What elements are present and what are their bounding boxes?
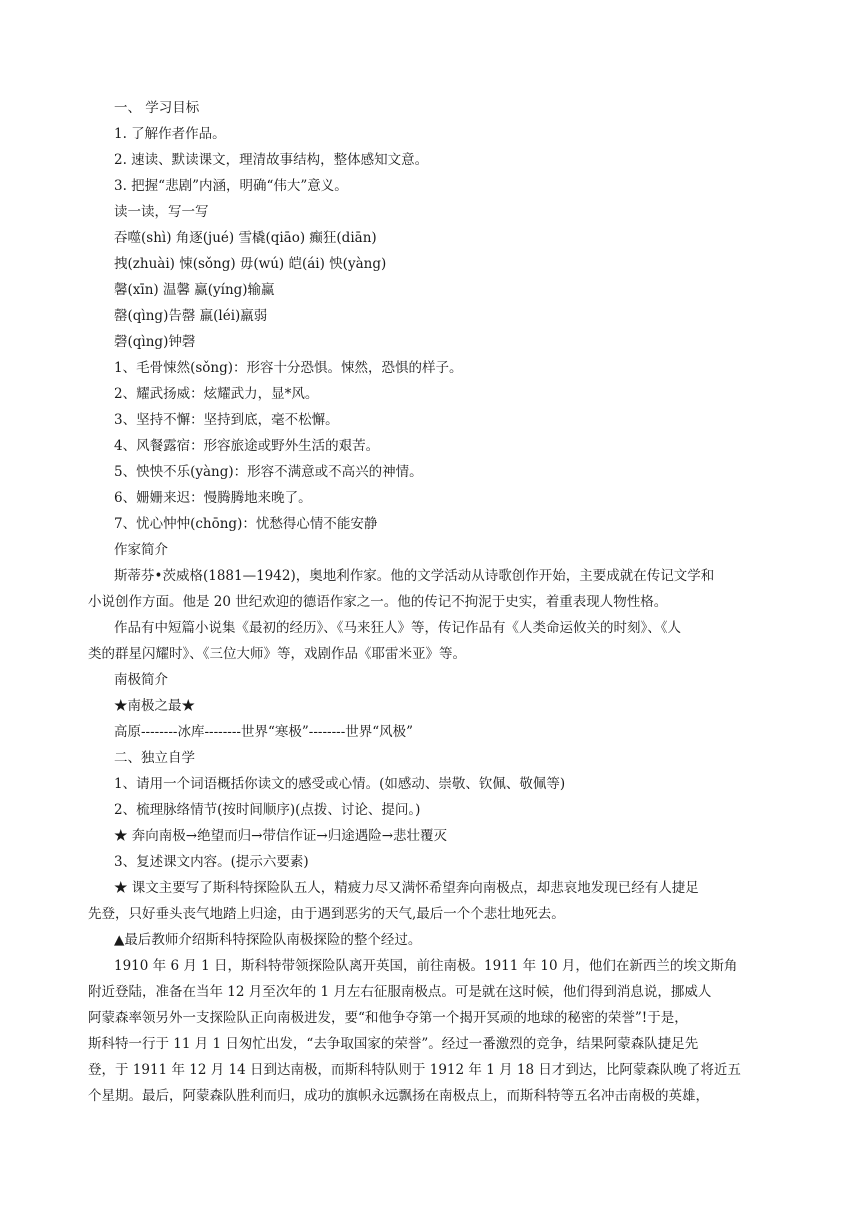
summary-paragraph-line-1: ★ 课文主要写了斯科特探险队五人，精疲力尽又满怀希望奔向南极点，却悲哀地发现已经有人捷足	[114, 880, 699, 896]
section-heading-goals: 一、 学习目标	[114, 100, 200, 116]
author-paragraph-1	[88, 563, 750, 615]
antarctica-bests-title: ★南极之最★	[114, 698, 195, 714]
vocab-item-5: 5、怏怏不乐(yàng)：形容不满意或不高兴的神情。	[114, 464, 423, 480]
vocab-item-4: 4、风餐露宿：形容旅途或野外生活的艰苦。	[114, 438, 380, 454]
vocab-item-3: 3、坚持不懈：坚持到底，毫不松懈。	[114, 412, 339, 428]
vocab-item-7: 7、忧心忡忡(chōng)：忧愁得心情不能安静	[114, 516, 378, 532]
author-paragraph-1-line-1: 斯蒂芬•茨威格(1881—1942)，奥地利作家。他的文学活动从诗歌创作开始，主要成就在传记文学和	[114, 568, 715, 584]
history-paragraph-line-1: 1910 年 6 月 1 日，斯科特带领探险队离开英国，前往南极。1911 年 10 月，他们在新西兰的埃文斯角	[114, 958, 738, 974]
pinyin-line-2: 拽(zhuài) 悚(sǒng) 毋(wú) 皑(ái) 怏(yàng)	[114, 256, 387, 272]
section-heading-self-study: 二、独立自学	[114, 750, 195, 766]
history-paragraph-line-5: 登，于 1911 年 12 月 14 日到达南极，而斯科特队则于 1912 年 1 月 18 日才到达，比阿蒙森队晚了将近五	[88, 1062, 741, 1078]
author-paragraph-2	[88, 615, 750, 667]
history-paragraph	[88, 953, 750, 1109]
task-item-3: 3、复述课文内容。(提示六要素)	[114, 854, 309, 870]
vocab-item-1: 1、毛骨悚然(sǒng)：形容十分恐惧。悚然，恐惧的样子。	[114, 360, 463, 376]
author-paragraph-1-line-2: 小说创作方面。他是 20 世纪欢迎的德语作家之一。他的传记不拘泥于史实，着重表现人物性格。	[88, 594, 668, 610]
task-item-1: 1、请用一个词语概括你读文的感受或心情。(如感动、崇敬、钦佩、敬佩等)	[114, 776, 566, 792]
history-paragraph-line-2: 附近登陆，准备在当年 12 月至次年的 1 月左右征服南极点。可是就在这时候，他们得到消息说，挪威人	[88, 984, 712, 1000]
pinyin-line-4: 罄(qìng)告罄 羸(léi)羸弱	[114, 308, 268, 324]
history-paragraph-line-3: 阿蒙森率领另外一支探险队正向南极进发，要“和他争夺第一个揭开冥顽的地球的秘密的荣誉”!于是，	[88, 1010, 688, 1026]
summary-paragraph-line-2: 先登，只好垂头丧气地踏上归途，由于遇到恶劣的天气,最后一个个悲壮地死去。	[88, 906, 565, 922]
plot-outline: ★ 奔向南极→绝望而归→带信作证→归途遇险→悲壮覆灭	[114, 828, 448, 844]
subheading-read-write: 读一读，写一写	[114, 204, 209, 220]
antarctica-bests-list: 高原--------冰库--------世界“寒极”--------世界“风极”	[114, 724, 414, 740]
goal-item-3: 3. 把握“悲剧”内涵，明确“伟大”意义。	[114, 178, 348, 194]
history-paragraph-line-4: 斯科特一行于 11 月 1 日匆忙出发，“去争取国家的荣誉”。经过一番激烈的竞争，结果阿蒙森队捷足先	[88, 1036, 699, 1052]
author-paragraph-2-line-2: 类的群星闪耀时》、《三位大师》等，戏剧作品《耶雷米亚》等。	[88, 646, 466, 662]
pinyin-line-3: 馨(xīn) 温馨 赢(yíng)输赢	[114, 282, 275, 298]
author-paragraph-2-line-1: 作品有中短篇小说集《最初的经历》、《马来狂人》等，传记作品有《人类命运攸关的时刻》、《人	[114, 620, 681, 636]
subheading-author: 作家简介	[114, 542, 168, 558]
goal-item-1: 1. 了解作者作品。	[114, 126, 226, 142]
teacher-note: ▲最后教师介绍斯科特探险队南极探险的整个经过。	[114, 932, 422, 948]
pinyin-line-1: 吞噬(shì) 角逐(jué) 雪橇(qiāo) 癫狂(diān)	[114, 230, 377, 246]
vocab-item-2: 2、耀武扬威：炫耀武力，显*风。	[114, 386, 319, 402]
vocab-item-6: 6、姗姗来迟：慢腾腾地来晚了。	[114, 490, 312, 506]
pinyin-line-5: 磬(qìng)钟磬	[114, 334, 196, 350]
document-page	[88, 95, 750, 1109]
summary-paragraph	[88, 875, 750, 927]
history-paragraph-line-6: 个星期。最后，阿蒙森队胜利而归，成功的旗帜永远飘扬在南极点上，而斯科特等五名冲击南极的英雄，	[88, 1088, 709, 1104]
task-item-2: 2、梳理脉络情节(按时间顺序)(点拨、讨论、提问。)	[114, 802, 421, 818]
goal-item-2: 2. 速读、默读课文，理清故事结构，整体感知文意。	[114, 152, 429, 168]
subheading-antarctica: 南极简介	[114, 672, 168, 688]
